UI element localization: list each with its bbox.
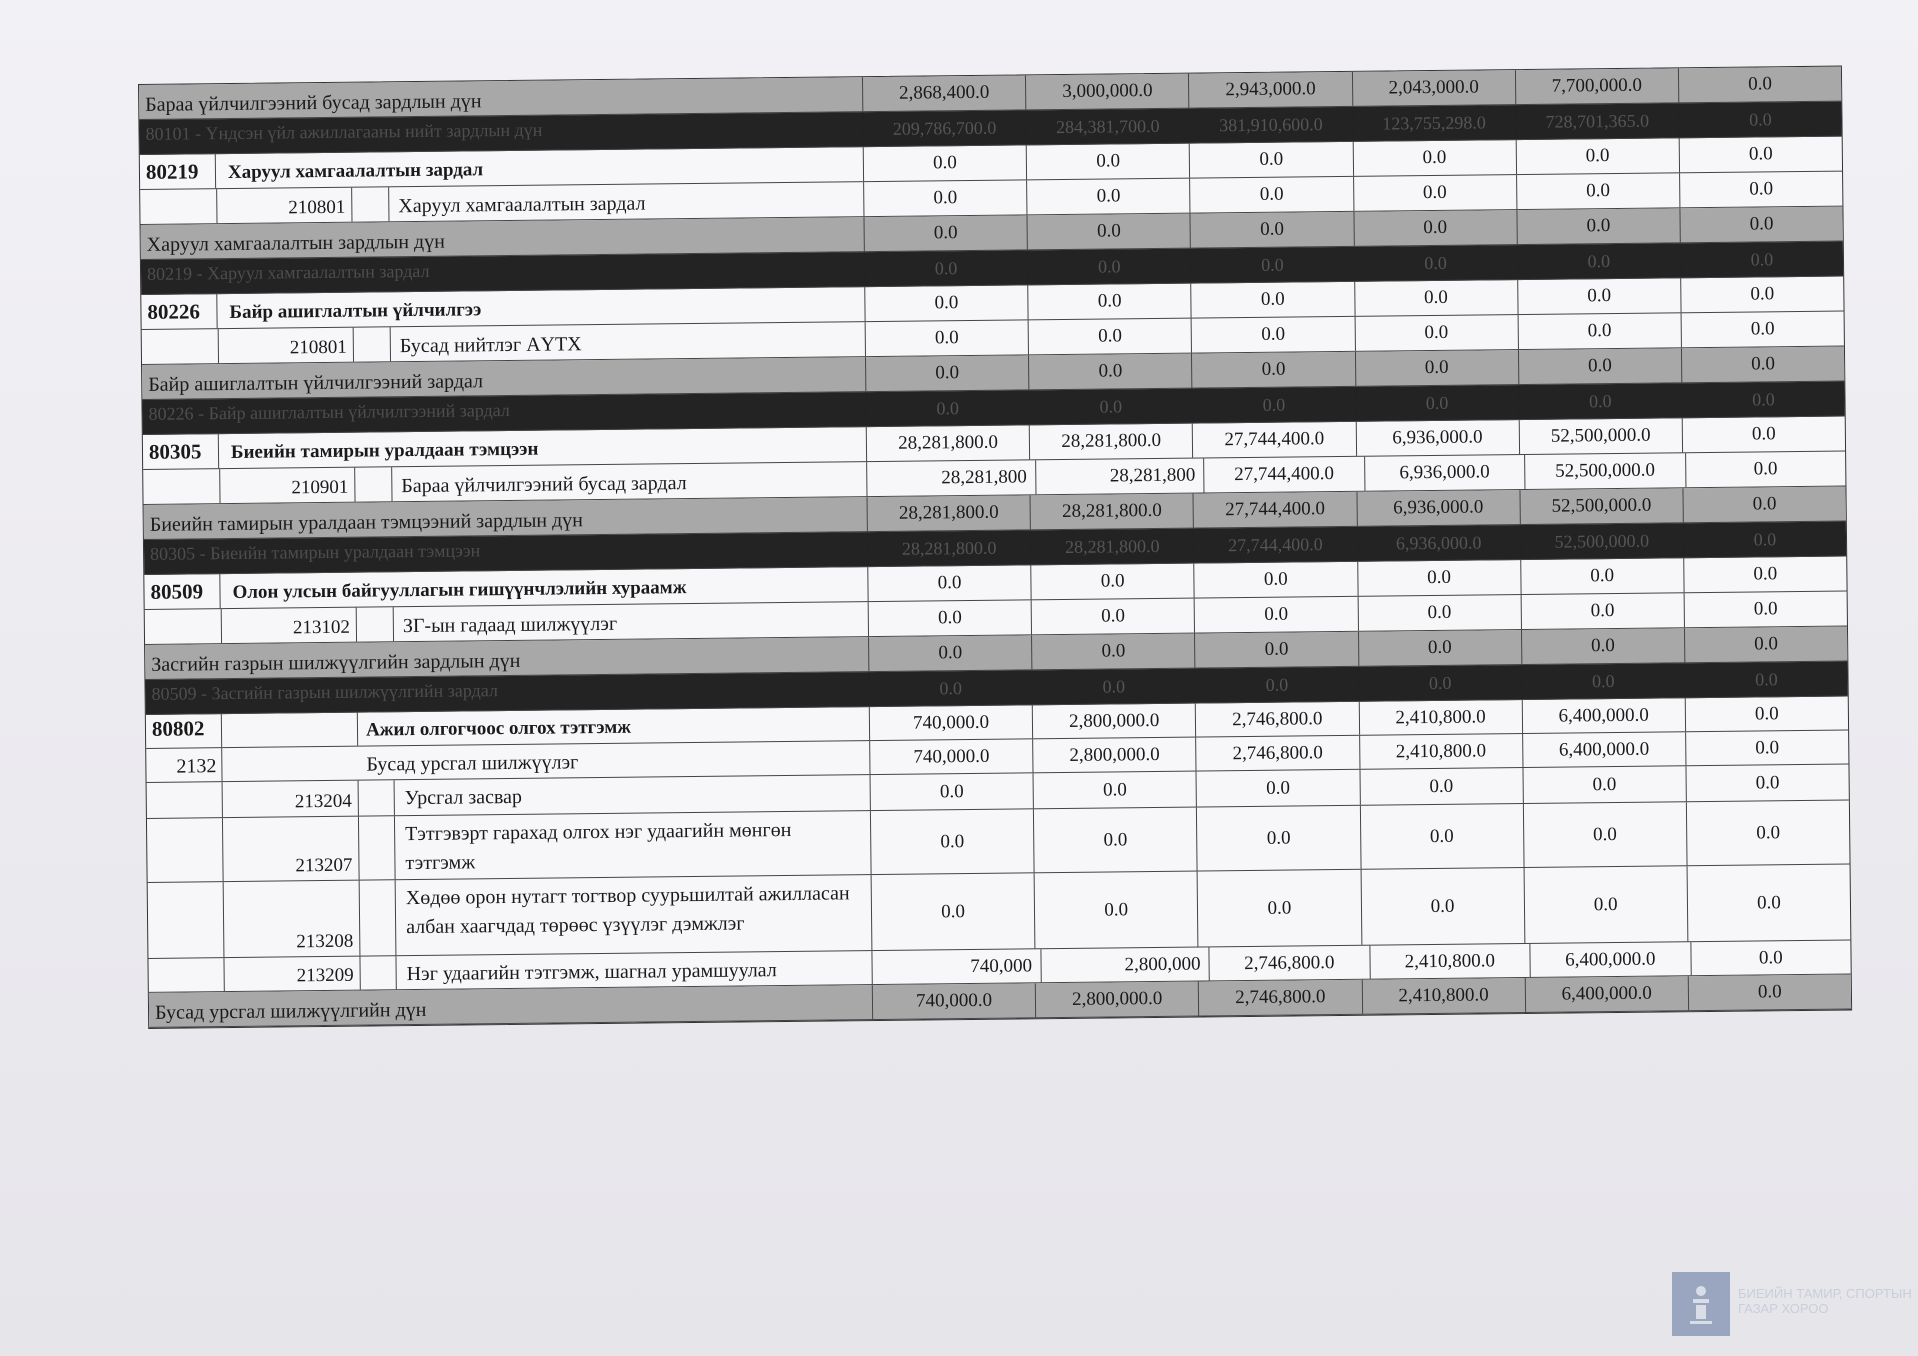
amount-cell-1: 0.0 — [872, 873, 1036, 950]
amount-cell-5: 0.0 — [1518, 278, 1682, 314]
amount-cell-3: 0.0 — [1192, 317, 1356, 353]
blank-cell — [355, 467, 392, 501]
amount-cell-3: 0.0 — [1195, 632, 1359, 668]
amount-cell-1: 28,281,800.0 — [868, 530, 1032, 566]
amount-cell-2: 0.0 — [1033, 669, 1197, 705]
amount-cell-5: 6,400,000.0 — [1522, 698, 1686, 733]
amount-cell-3: 27,744,400.0 — [1194, 527, 1358, 563]
item-code-cell — [224, 881, 361, 957]
amount-cell-2: 2,800,000.0 — [1036, 982, 1200, 1018]
amount-cell-5: 0.0 — [1519, 348, 1683, 384]
amount-cell-4: 6,936,000.0 — [1357, 525, 1521, 561]
amount-cell-6: 0.0 — [1753, 563, 1778, 585]
blank-cell — [140, 189, 217, 224]
item-code-cell — [224, 957, 360, 991]
amount-cell-5: 52,500,000.0 — [1521, 523, 1685, 559]
amount-cell-2: 0.0 — [1027, 144, 1191, 180]
subtotal-label: Биеийн тамирын уралдаан тэмцээний зардлын дүн — [149, 509, 584, 536]
amount-cell-3: 0.0 — [1196, 667, 1360, 703]
amount-cell-2: 28,281,800.0 — [1031, 494, 1195, 530]
amount-cell-4: 0.0 — [1358, 560, 1522, 596]
amount-cell-4: 0.0 — [1353, 140, 1517, 176]
amount-cell-2: 2,800,000.0 — [1033, 704, 1197, 739]
amount-cell-5: 52,500,000.0 — [1525, 453, 1686, 489]
item-title: Бусад нийтлэг АҮТХ — [399, 333, 582, 358]
amount-cell-3: 0.0 — [1191, 212, 1355, 248]
amount-cell-2: 0.0 — [1034, 772, 1198, 809]
amount-cell-4: 0.0 — [1361, 868, 1525, 945]
section-total-label: 80219 - Харуул хамгаалалтын зардал — [146, 260, 430, 284]
amount-cell-3: 0.0 — [1192, 352, 1356, 388]
amount-cell-1: 0.0 — [866, 390, 1030, 426]
amount-cell-5: 0.0 — [1523, 766, 1687, 803]
amount-cell-6: 0.0 — [1757, 981, 1782, 1003]
blank-cell — [145, 609, 222, 644]
blank-cell — [222, 713, 358, 747]
section-total-label: 80101 - Үндсэн үйл ажиллагааны нийт зардлын дүн — [145, 119, 543, 144]
amount-cell-2: 2,800,000.0 — [1033, 738, 1197, 773]
program-title: Олон улсын байгууллагын гишүүнчлэлийн хураамж — [232, 577, 687, 604]
amount-cell-4: 123,755,298.0 — [1353, 105, 1517, 141]
amount-cell-2: 0.0 — [1035, 872, 1199, 949]
amount-cell-3: 2,746,800.0 — [1196, 736, 1360, 771]
item-title: Урсгал засвар — [404, 785, 523, 810]
amount-cell-5: 7,700,000.0 — [1516, 68, 1680, 104]
program-title: Ажил олгогчоос олгох тэтгэмж — [365, 716, 632, 741]
amount-cell-1: 0.0 — [866, 355, 1030, 391]
amount-cell-1: 2,868,400.0 — [863, 75, 1027, 111]
amount-cell-4: 0.0 — [1354, 210, 1518, 246]
item-code: 210801 — [216, 188, 352, 223]
watermark-line-2: ГАЗАР ХОРОО — [1738, 1301, 1829, 1316]
amount-cell-6: 0.0 — [1748, 73, 1773, 95]
amount-cell-6: 0.0 — [1751, 353, 1776, 375]
amount-cell-3: 27,744,400.0 — [1194, 492, 1358, 528]
item-title: Хөдөө орон нутагт тогтвор суурьшилтай ажилласан албан хаагчдад төрөөс үзүүлэг дэмжлэг — [405, 882, 850, 939]
amount-cell-5: 0.0 — [1518, 243, 1682, 279]
amount-cell-5: 0.0 — [1524, 802, 1688, 867]
amount-cell-6: 0.0 — [1751, 423, 1776, 445]
blank-cell — [143, 469, 220, 504]
amount-cell-3: 0.0 — [1198, 870, 1362, 947]
amount-cell-2: 0.0 — [1028, 214, 1192, 250]
subtotal-label: Засгийн газрын шилжүүлгийн зардлын дүн — [151, 649, 521, 676]
amount-cell-2: 3,000,000.0 — [1026, 74, 1190, 110]
amount-cell-4: 0.0 — [1359, 630, 1523, 666]
row-label-cell — [147, 811, 872, 882]
amount-cell-5: 52,500,000.0 — [1520, 488, 1684, 524]
blank-cell — [148, 882, 225, 958]
subtotal-label: Бараа үйлчилгээний бусад зардлын дүн — [145, 90, 482, 116]
item-code-cell — [223, 781, 359, 817]
amount-cell-6: 0.0 — [1758, 946, 1783, 969]
amount-cell-1: 0.0 — [871, 773, 1035, 810]
amount-cell-6: 0.0 — [1754, 702, 1779, 725]
item-title: Харуул хамгаалалтын зардал — [398, 192, 646, 218]
blank-cell — [352, 187, 389, 221]
program-code: 80226 — [141, 294, 217, 329]
amount-cell-1: 740,000 — [872, 949, 1041, 984]
item-title: ЗГ-ын гадаад шилжүүлэг — [402, 612, 618, 638]
amount-cell-4: 0.0 — [1354, 245, 1518, 281]
amount-cell-3: 27,744,400.0 — [1193, 422, 1357, 458]
amount-cell-5: 0.0 — [1518, 313, 1682, 349]
item-code: 213207 — [295, 854, 353, 877]
amount-cell-6: 0.0 — [1750, 283, 1775, 305]
amount-cell-6: 0.0 — [1755, 736, 1780, 759]
amount-cell-2: 0.0 — [1032, 634, 1196, 670]
amount-cell-5: 52,500,000.0 — [1519, 418, 1683, 454]
budget-table — [138, 66, 1852, 1029]
amount-cell-6: 0.0 — [1752, 388, 1775, 410]
amount-cell-5: 0.0 — [1517, 208, 1681, 244]
amount-cell-1: 0.0 — [864, 145, 1028, 181]
amount-cell-1: 0.0 — [864, 180, 1028, 216]
amount-cell-2: 28,281,800.0 — [1031, 529, 1195, 565]
amount-cell-6: 0.0 — [1755, 668, 1778, 690]
subtotal-label: Харуул хамгаалалтын зардлын дүн — [146, 230, 445, 256]
amount-cell-2: 0.0 — [1028, 249, 1192, 285]
watermark-text — [1738, 1286, 1912, 1316]
amount-cell-3: 0.0 — [1190, 142, 1354, 178]
amount-cell-3: 2,746,800.0 — [1199, 980, 1363, 1016]
amount-cell-3: 0.0 — [1191, 247, 1355, 283]
amount-cell-3: 0.0 — [1195, 562, 1359, 598]
amount-cell-5: 0.0 — [1521, 593, 1685, 629]
amount-cell-3: 0.0 — [1197, 806, 1361, 871]
item-title: Тэтгэвэрт гарахад олгох нэг удаагийн мөнгөн тэтгэмж — [405, 818, 792, 875]
amount-cell-2: 0.0 — [1031, 564, 1195, 600]
amount-cell-4: 6,936,000.0 — [1356, 420, 1520, 456]
amount-cell-4: 0.0 — [1354, 175, 1518, 211]
item-code: 213204 — [294, 790, 352, 813]
amount-cell-3: 381,910,600.0 — [1190, 107, 1354, 143]
row-label-cell — [148, 875, 873, 958]
amount-cell-3: 0.0 — [1190, 177, 1354, 213]
amount-cell-5: 0.0 — [1517, 173, 1681, 209]
amount-cell-1: 0.0 — [865, 250, 1029, 286]
watermark-line-1: БИЕИЙН ТАМИР, СПОРТЫН — [1738, 1286, 1912, 1301]
item-code-cell — [223, 817, 360, 881]
government-seal-icon — [1672, 1272, 1730, 1336]
program-title: Байр ашиглалтын үйлчилгээ — [229, 299, 482, 324]
item-code: 213209 — [296, 964, 354, 987]
amount-cell-6: 0.0 — [1756, 821, 1781, 844]
program-code: 80509 — [144, 574, 220, 609]
section-total-label: 80509 - Засгийн газрын шилжүүлгийн зардал — [151, 680, 499, 704]
amount-cell-4: 2,410,800.0 — [1360, 734, 1524, 769]
amount-cell-1: 0.0 — [866, 320, 1030, 356]
group-code: 2132 — [176, 755, 217, 778]
amount-cell-3: 0.0 — [1197, 770, 1361, 807]
amount-cell-2: 28,281,800 — [1036, 458, 1205, 494]
blank-cell — [147, 818, 224, 882]
program-code: 80219 — [140, 154, 216, 189]
item-title: Бараа үйлчилгээний бусад зардал — [401, 472, 687, 498]
amount-cell-5: 0.0 — [1522, 628, 1686, 664]
amount-cell-4: 0.0 — [1360, 804, 1524, 869]
blank-cell — [357, 607, 394, 641]
amount-cell-2: 0.0 — [1030, 389, 1194, 425]
amount-cell-5: 0.0 — [1521, 558, 1685, 594]
amount-cell-1: 740,000.0 — [873, 983, 1037, 1019]
amount-cell-6: 0.0 — [1750, 318, 1775, 340]
amount-cell-6: 0.0 — [1753, 528, 1777, 550]
amount-cell-3: 0.0 — [1192, 282, 1356, 318]
amount-cell-4: 0.0 — [1358, 595, 1522, 631]
amount-cell-5: 6,400,000.0 — [1530, 942, 1691, 977]
program-code: 80305 — [143, 434, 219, 469]
amount-cell-6: 0.0 — [1756, 891, 1781, 914]
amount-cell-3: 27,744,400.0 — [1204, 457, 1365, 493]
blank-cell — [359, 780, 395, 815]
amount-cell-4: 2,410,800.0 — [1359, 700, 1523, 735]
amount-cell-5: 6,400,000.0 — [1525, 976, 1689, 1012]
amount-cell-4: 6,936,000.0 — [1365, 455, 1526, 491]
amount-cell-4: 0.0 — [1359, 665, 1523, 701]
amount-cell-2: 2,800,000 — [1041, 947, 1210, 982]
subtotal-label: Байр ашиглалтын үйлчилгээний зардал — [148, 370, 484, 396]
amount-cell-4: 2,043,000.0 — [1352, 70, 1516, 106]
amount-cell-1: 0.0 — [869, 670, 1033, 706]
amount-cell-1: 209,786,700.0 — [863, 110, 1027, 146]
amount-cell-1: 0.0 — [868, 565, 1032, 601]
amount-cell-1: 0.0 — [871, 809, 1035, 874]
item-code: 213208 — [296, 930, 354, 953]
amount-cell-1: 0.0 — [864, 215, 1028, 251]
amount-cell-2: 0.0 — [1027, 179, 1191, 215]
amount-cell-4: 6,936,000.0 — [1357, 490, 1521, 526]
blank-cell — [354, 327, 391, 361]
amount-cell-5: 6,400,000.0 — [1523, 732, 1687, 767]
item-title: Нэг удаагийн тэтгэмж, шагнал урамшуулал — [406, 959, 777, 986]
amount-cell-1: 0.0 — [865, 285, 1029, 321]
amount-cell-6: 0.0 — [1749, 108, 1772, 130]
item-code: 213102 — [221, 608, 357, 643]
amount-cell-6: 0.0 — [1750, 248, 1774, 270]
blank-cell — [148, 958, 224, 992]
blank-cell — [142, 329, 219, 364]
amount-cell-2: 0.0 — [1028, 284, 1192, 320]
subtotal-label: Бусад урсгал шилжүүлгийн дүн — [154, 998, 427, 1024]
amount-cell-6: 0.0 — [1753, 458, 1778, 480]
amount-cell-2: 0.0 — [1029, 354, 1193, 390]
amount-cell-4: 2,410,800.0 — [1370, 944, 1531, 979]
amount-cell-1: 28,281,800.0 — [867, 425, 1031, 461]
amount-cell-2: 0.0 — [1032, 599, 1196, 635]
amount-cell-4: 0.0 — [1355, 280, 1519, 316]
amount-cell-3: 0.0 — [1193, 387, 1357, 423]
amount-cell-1: 0.0 — [869, 635, 1033, 671]
group-title: Бусад урсгал шилжүүлэг — [366, 751, 579, 776]
amount-cell-1: 740,000.0 — [870, 739, 1034, 774]
amount-cell-1: 740,000.0 — [870, 705, 1034, 740]
amount-cell-3: 2,943,000.0 — [1189, 72, 1353, 108]
row-label-cell — [149, 985, 873, 1027]
amount-cell-6: 0.0 — [1752, 493, 1777, 515]
amount-cell-3: 0.0 — [1195, 597, 1359, 633]
amount-cell-5: 0.0 — [1516, 138, 1680, 174]
amount-cell-1: 0.0 — [869, 600, 1033, 636]
amount-cell-2: 284,381,700.0 — [1027, 109, 1191, 145]
blank-cell — [360, 956, 396, 989]
amount-cell-3: 2,746,800.0 — [1209, 946, 1370, 981]
item-code: 210801 — [218, 328, 354, 363]
amount-cell-3: 2,746,800.0 — [1196, 702, 1360, 737]
program-title: Харуул хамгаалалтын зардал — [227, 159, 484, 184]
amount-cell-1: 28,281,800.0 — [868, 495, 1032, 531]
amount-cell-2: 28,281,800.0 — [1030, 424, 1194, 460]
amount-cell-4: 0.0 — [1356, 385, 1520, 421]
blank-cell — [147, 782, 223, 818]
blank-cell — [359, 816, 396, 879]
amount-cell-5: 0.0 — [1522, 663, 1686, 699]
amount-cell-6: 0.0 — [1755, 771, 1780, 794]
amount-cell-6: 0.0 — [1754, 633, 1779, 655]
program-title: Биеийн тамирын уралдаан тэмцээн — [230, 438, 539, 464]
item-code: 210901 — [219, 468, 355, 503]
amount-cell-4: 0.0 — [1360, 768, 1524, 805]
amount-cell-6: 0.0 — [1749, 178, 1774, 200]
amount-cell-6: 0.0 — [1748, 143, 1773, 165]
amount-cell-5: 0.0 — [1519, 383, 1683, 419]
amount-cell-4: 2,410,800.0 — [1362, 978, 1526, 1014]
amount-cell-1: 28,281,800 — [867, 460, 1036, 496]
blank-cell — [360, 880, 397, 955]
program-code: 80802 — [151, 716, 205, 741]
section-total-label: 80305 - Биеийн тамирын уралдаан тэмцээн — [149, 540, 481, 564]
amount-cell-2: 0.0 — [1029, 319, 1193, 355]
amount-cell-6: 0.0 — [1749, 213, 1774, 235]
amount-cell-4: 0.0 — [1355, 315, 1519, 351]
amount-cell-6: 0.0 — [1753, 598, 1778, 620]
amount-cell-5: 0.0 — [1524, 866, 1688, 943]
amount-cell-2: 0.0 — [1034, 808, 1198, 873]
section-total-label: 80226 - Байр ашиглалтын үйлчилгээний зардал — [148, 399, 510, 424]
amount-cell-4: 0.0 — [1355, 350, 1519, 386]
amount-cell-5: 728,701,365.0 — [1516, 103, 1680, 139]
